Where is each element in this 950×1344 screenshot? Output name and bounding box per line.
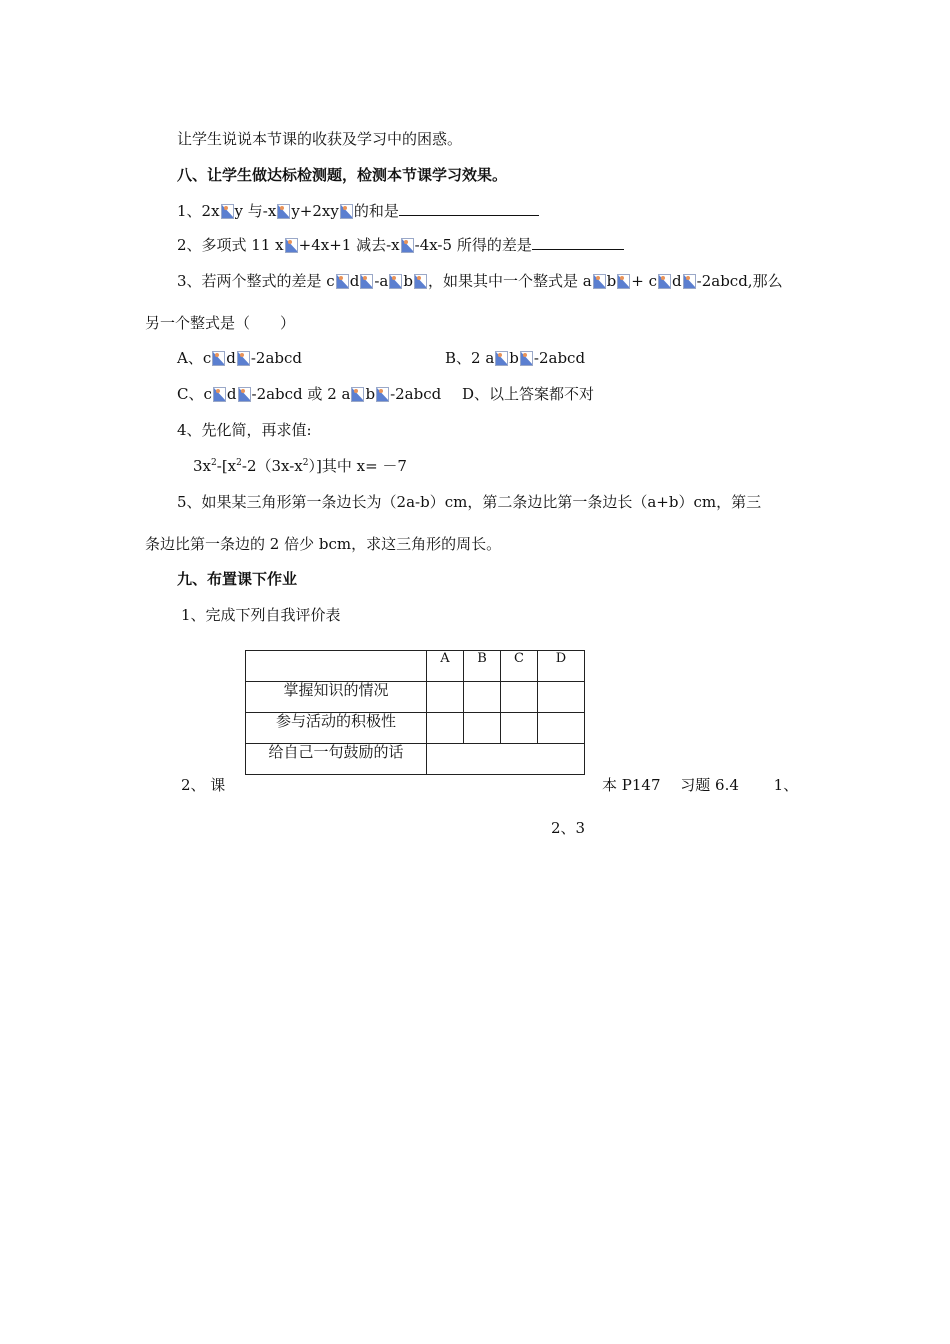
missing-image-icon bbox=[683, 274, 696, 289]
missing-image-icon bbox=[376, 387, 389, 402]
table-cell bbox=[427, 682, 464, 713]
answer-blank bbox=[399, 201, 539, 216]
missing-image-icon bbox=[340, 204, 353, 219]
missing-image-icon bbox=[336, 274, 349, 289]
question-2: 2、多项式 11 x +4x+1 减去-x -4x-5 所得的差是 bbox=[177, 235, 624, 255]
missing-image-icon bbox=[238, 387, 251, 402]
missing-image-icon bbox=[617, 274, 630, 289]
missing-image-icon bbox=[658, 274, 671, 289]
table-row bbox=[246, 713, 585, 744]
missing-image-icon bbox=[389, 274, 402, 289]
homework-2: 2、 课 bbox=[181, 776, 226, 794]
question-4: 4、先化简，再求值: bbox=[177, 421, 312, 439]
missing-image-icon bbox=[360, 274, 373, 289]
intro-text: 让学生说说本节课的收获及学习中的困惑。 bbox=[177, 130, 463, 148]
option-d: D、以上答案都不对 bbox=[462, 385, 595, 403]
question-5-continued: 条边比第一条边的 2 倍少 bcm，求这三角形的周长。 bbox=[145, 535, 502, 553]
table-cell bbox=[501, 682, 538, 713]
missing-image-icon bbox=[285, 238, 298, 253]
missing-image-icon bbox=[221, 204, 234, 219]
table-header: B bbox=[464, 651, 501, 682]
question-4-expression: $3x^2-[x^2-2(3x-x^2)]$其中 x= －7 bbox=[193, 457, 407, 475]
missing-image-icon bbox=[520, 351, 533, 366]
table-row-label: 给自己一句鼓励的话 bbox=[246, 744, 427, 775]
homework-1: 1、完成下列自我评价表 bbox=[181, 606, 341, 624]
table-cell bbox=[427, 744, 585, 775]
table-header: C bbox=[501, 651, 538, 682]
missing-image-icon bbox=[213, 387, 226, 402]
table-row bbox=[246, 744, 585, 775]
option-b: B、2 a b -2abcd bbox=[445, 349, 586, 367]
section-9-heading: 九、布置课下作业 bbox=[177, 570, 298, 588]
table-cell bbox=[538, 682, 585, 713]
table-row bbox=[246, 682, 585, 713]
question-3: 3、若两个整式的差是 c d -a b ，如果其中一个整式是 a b + c d -2abcd,那么 bbox=[177, 272, 783, 290]
question-1: 1、2x y 与-x y+2xy 的和是 bbox=[177, 201, 539, 221]
table-cell bbox=[464, 713, 501, 744]
missing-image-icon bbox=[237, 351, 250, 366]
question-5: 5、如果某三角形第一条边长为（2a-b）cm，第二条边比第一条边长（a+b）cm，第三 bbox=[177, 493, 762, 511]
table-cell bbox=[427, 713, 464, 744]
missing-image-icon bbox=[495, 351, 508, 366]
missing-image-icon bbox=[593, 274, 606, 289]
missing-image-icon bbox=[351, 387, 364, 402]
option-c: C、c d -2abcd 或 2 a b -2abcd bbox=[177, 385, 442, 403]
option-a: A、c d -2abcd bbox=[177, 349, 303, 367]
section-8-heading: 八、让学生做达标检测题，检测本节课学习效果。 bbox=[177, 166, 508, 184]
table-row bbox=[246, 651, 585, 682]
missing-image-icon bbox=[277, 204, 290, 219]
homework-2-continued: 2、3 bbox=[551, 819, 586, 837]
answer-blank bbox=[532, 235, 624, 250]
self-evaluation-table bbox=[245, 650, 585, 775]
table-cell bbox=[246, 651, 427, 682]
table-header: A bbox=[427, 651, 464, 682]
question-3-continued: 另一个整式是（ ） bbox=[145, 314, 296, 332]
table-row-label: 掌握知识的情况 bbox=[246, 682, 427, 713]
table-cell bbox=[501, 713, 538, 744]
table-header: D bbox=[538, 651, 585, 682]
homework-2-reference: 本 P147 习题 6.4 1、 bbox=[602, 776, 799, 794]
missing-image-icon bbox=[401, 238, 414, 253]
missing-image-icon bbox=[212, 351, 225, 366]
table-row-label: 参与活动的积极性 bbox=[246, 713, 427, 744]
table-cell bbox=[538, 713, 585, 744]
table-cell bbox=[464, 682, 501, 713]
missing-image-icon bbox=[414, 274, 427, 289]
